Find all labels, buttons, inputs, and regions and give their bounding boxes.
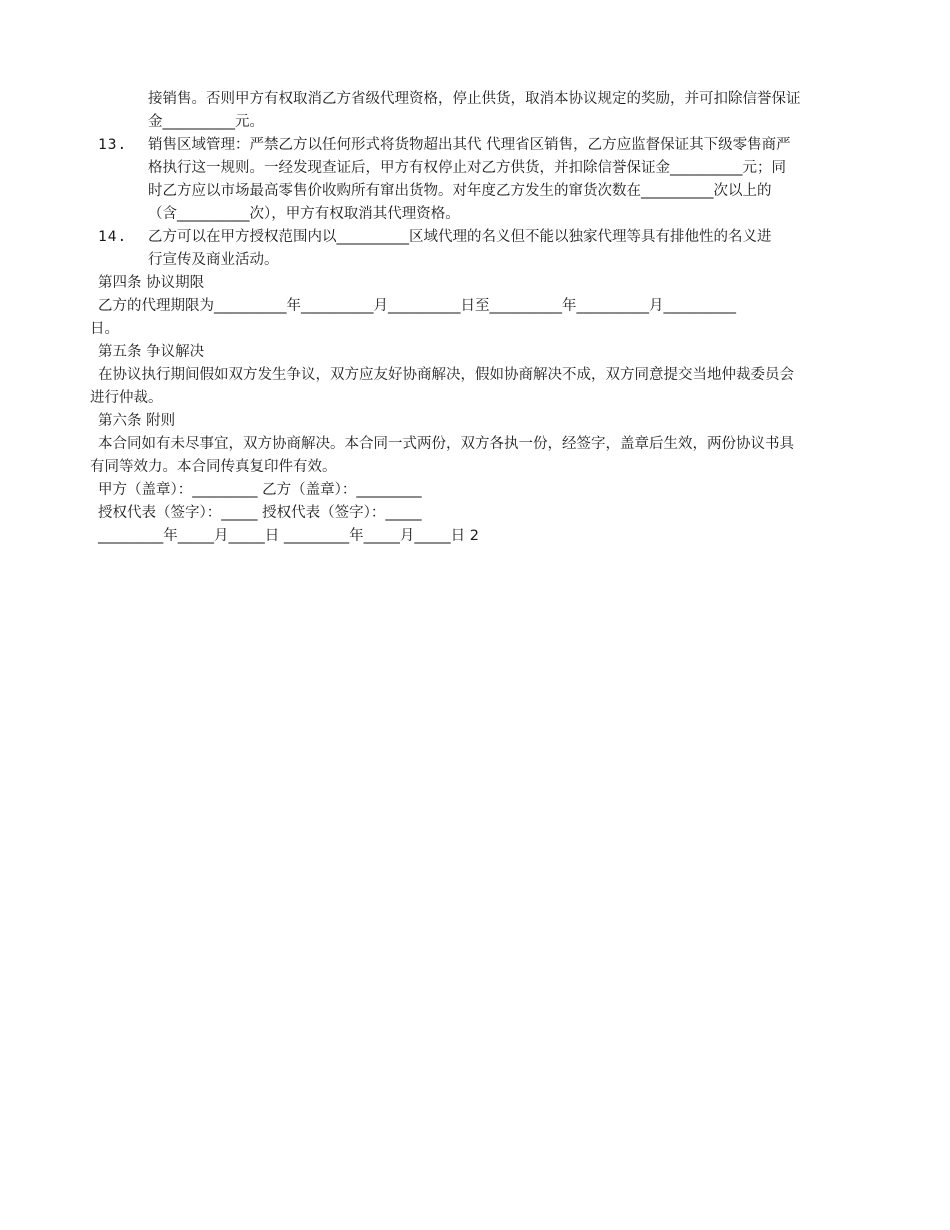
clause-13-line-4: （含__________次），甲方有权取消其代理资格。 <box>148 206 460 222</box>
clause-12-line-3: 金__________元。 <box>148 114 264 130</box>
clause-14-line-2: 行宣传及商业活动。 <box>148 252 279 268</box>
clause-14-number: 14. <box>98 229 128 245</box>
clause-13-number: 13. <box>98 137 128 153</box>
date-line: _________年_____月_____日 _________年_____月_____日 2 <box>98 528 479 544</box>
article-5-heading: 第五条 争议解决 <box>98 344 205 360</box>
article-5-text-line-2: 进行仲裁。 <box>90 390 163 406</box>
seal-line: 甲方（盖章）：_________ 乙方（盖章）：_________ <box>98 482 422 498</box>
clause-14-line-1: 乙方可以在甲方授权范围内以__________区域代理的名义但不能以独家代理等具有排他性的名义进 <box>148 229 772 245</box>
article-6-text-line-2: 有同等效力。本合同传真复印件有效。 <box>90 459 337 475</box>
article-4-text-line-2: 日。 <box>90 321 119 337</box>
signature-line: 授权代表（签字）：_____ 授权代表（签字）：_____ <box>98 505 422 521</box>
clause-13-line-1: 销售区域管理：严禁乙方以任何形式将货物超出其代 代理省区销售，乙方应监督保证其下级零售商严 <box>148 137 791 153</box>
clause-13-line-3: 时乙方应以市场最高零售价收购所有窜出货物。对年度乙方发生的窜货次数在__________次以上的 <box>148 183 772 199</box>
article-6-text-line-1: 本合同如有未尽事宜，双方协商解决。本合同一式两份，双方各执一份，经签字，盖章后生效，两份协议书具 <box>98 436 794 452</box>
clause-13-line-2: 格执行这一规则。一经发现查证后，甲方有权停止对乙方供货，并扣除信誉保证金__________元；同 <box>148 160 786 176</box>
article-5-text-line-1: 在协议执行期间假如双方发生争议，双方应友好协商解决，假如协商解决不成，双方同意提交当地仲裁委员会 <box>98 367 794 383</box>
article-4-text-line-1: 乙方的代理期限为__________年__________月__________日至__________年__________月__________ <box>98 298 736 314</box>
clause-12-line-2: 接销售。否则甲方有权取消乙方省级代理资格，停止供货，取消本协议规定的奖励，并可扣除信誉保证 <box>148 91 801 107</box>
article-4-heading: 第四条 协议期限 <box>98 275 205 291</box>
article-6-heading: 第六条 附则 <box>98 413 176 429</box>
